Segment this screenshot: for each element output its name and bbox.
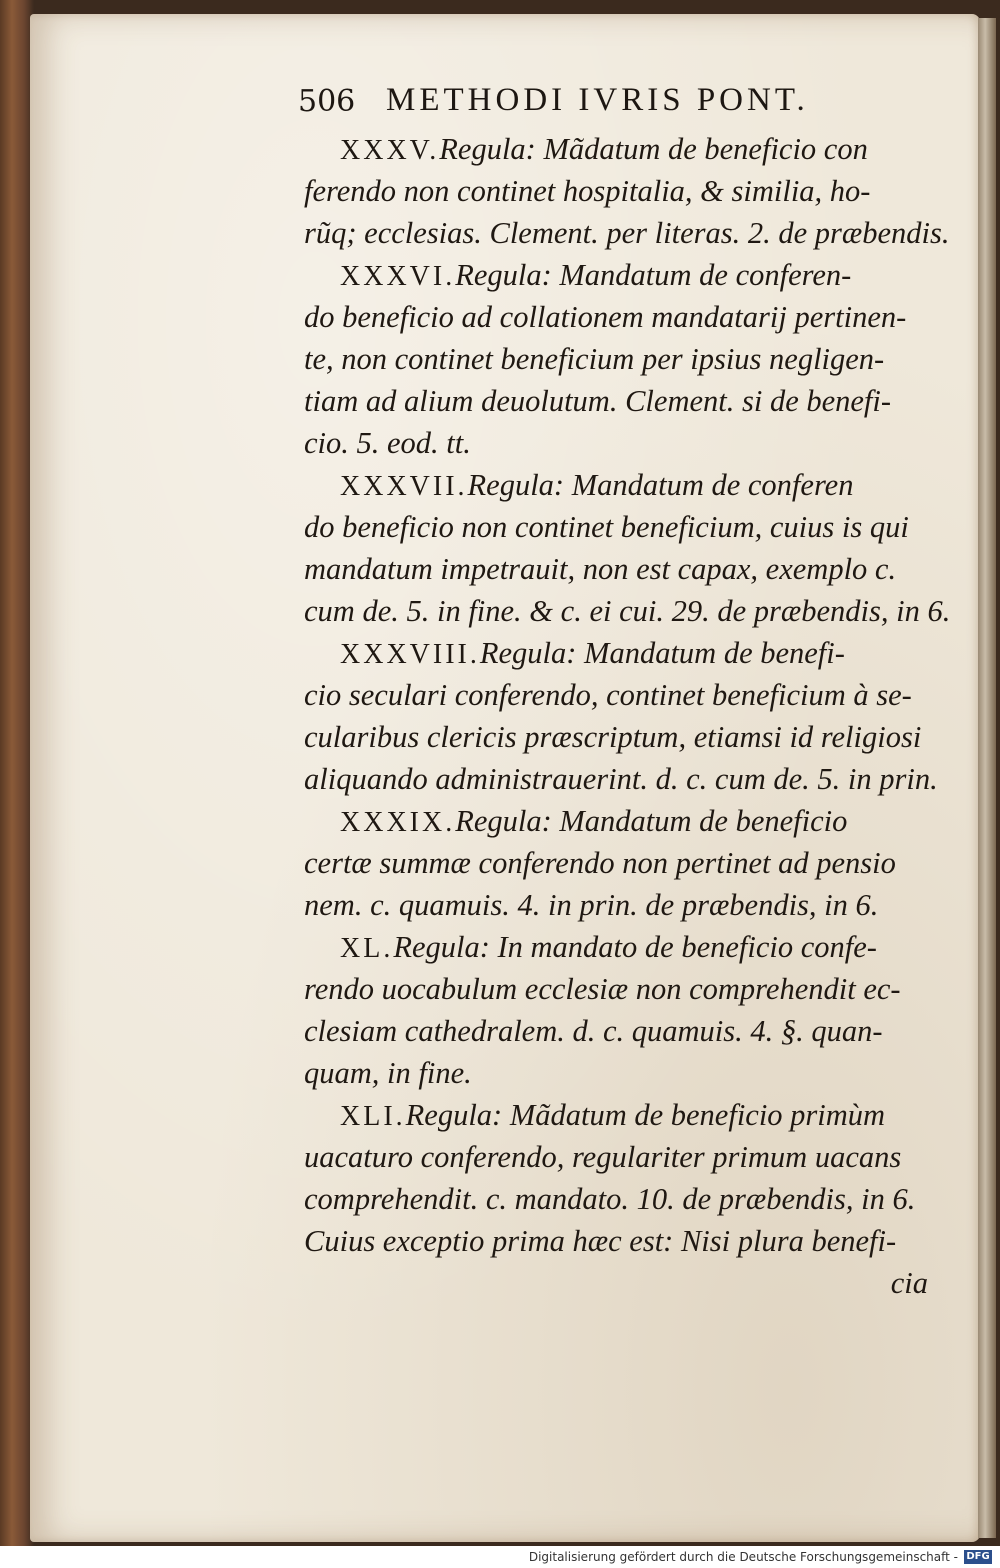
text-line: do beneficio non continet beneficium, cuius is qui bbox=[304, 510, 909, 544]
text-line bbox=[304, 800, 944, 842]
text-line bbox=[304, 632, 944, 674]
text-line: rendo uocabulum ecclesiæ non comprehendit ec- bbox=[304, 972, 901, 1006]
text-line: uacaturo conferendo, regulariter primum uacans bbox=[304, 1140, 902, 1174]
text-line bbox=[304, 1094, 944, 1136]
rule-numeral: XXXVI. bbox=[340, 261, 456, 292]
text-line: clesiam cathedralem. d. c. quamuis. 4. §. quan- bbox=[304, 1014, 883, 1048]
text-line: aliquando administrauerint. d. c. cum de. 5. in prin. bbox=[304, 762, 938, 796]
line-text: Regula: Mãdatum de beneficio con bbox=[439, 132, 868, 166]
line-text: Regula: In mandato de beneficio confe- bbox=[393, 930, 877, 964]
rule-numeral: XXXIX. bbox=[340, 807, 456, 838]
line-text: Regula: Mandatum de beneficio bbox=[455, 804, 848, 838]
text-line: comprehendit. c. mandato. 10. de præbendis, in 6. bbox=[304, 1182, 916, 1216]
running-title: METHODI IVRIS PONT. bbox=[386, 82, 809, 118]
text-line: cum de. 5. in fine. & c. ei cui. 29. de præbendis, in 6. bbox=[304, 594, 951, 628]
rule-numeral: XXXV. bbox=[340, 135, 440, 166]
page-header bbox=[298, 80, 938, 124]
dfg-logo: DFG bbox=[964, 1550, 992, 1564]
text-line: certæ summæ conferendo non pertinet ad pensio bbox=[304, 846, 896, 880]
line-text: Regula: Mandatum de benefi- bbox=[479, 636, 845, 670]
text-line: cio seculari conferendo, continet beneficium à se- bbox=[304, 678, 912, 712]
rule-numeral: XXXVIII. bbox=[340, 639, 480, 670]
text-line: do beneficio ad collationem mandatarij pertinen- bbox=[304, 300, 907, 334]
line-text: Regula: Mandatum de conferen- bbox=[455, 258, 852, 292]
text-line bbox=[304, 464, 944, 506]
page-stack-edge bbox=[978, 18, 996, 1538]
rule-numeral: XL. bbox=[340, 933, 394, 964]
text-line bbox=[304, 926, 944, 968]
text-line: mandatum impetrauit, non est capax, exemplo c. bbox=[304, 552, 897, 586]
text-line: te, non continet beneficium per ipsius negligen- bbox=[304, 342, 885, 376]
text-line: cio. 5. eod. tt. bbox=[304, 426, 471, 460]
text-line: Cuius exceptio prima hæc est: Nisi plura benefi- bbox=[304, 1224, 897, 1258]
page-number: 506 bbox=[298, 84, 356, 119]
text-line bbox=[304, 254, 944, 296]
line-text: Regula: Mandatum de conferen bbox=[467, 468, 854, 502]
text-line: tiam ad alium deuolutum. Clement. si de benefi- bbox=[304, 384, 892, 418]
text-line bbox=[304, 128, 944, 170]
catchword: cia bbox=[890, 1266, 928, 1300]
text-line: quam, in fine. bbox=[304, 1056, 472, 1090]
page-body-text bbox=[304, 128, 951, 1304]
rule-numeral: XXXVII. bbox=[340, 471, 468, 502]
line-text: Regula: Mãdatum de beneficio primùm bbox=[405, 1098, 886, 1132]
rule-numeral: XLI. bbox=[340, 1101, 406, 1132]
text-line: rũq; ecclesias. Clement. per literas. 2. de præbendis. bbox=[304, 216, 950, 250]
text-line: nem. c. quamuis. 4. in prin. de præbendis, in 6. bbox=[304, 888, 879, 922]
digitization-credit: Digitalisierung gefördert durch die Deutsche Forschungsgemeinschaft - bbox=[528, 1550, 958, 1564]
text-line: cularibus clericis præscriptum, etiamsi id religiosi bbox=[304, 720, 922, 754]
text-line: ferendo non continet hospitalia, & similia, ho- bbox=[304, 174, 871, 208]
